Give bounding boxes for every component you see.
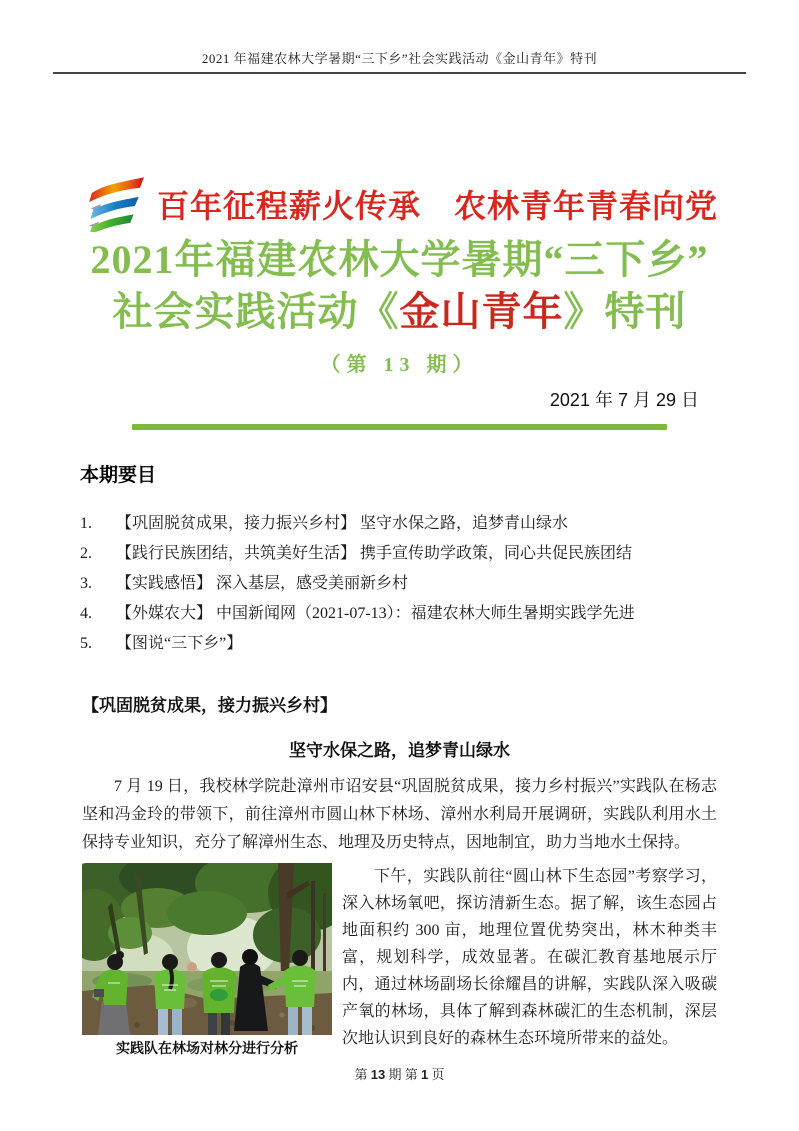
toc-item <box>80 599 719 629</box>
footer-text: 期 第 <box>385 1067 421 1082</box>
article-paragraph-2-block <box>82 859 717 1058</box>
masthead-divider-rule <box>132 424 667 430</box>
running-header <box>53 48 746 74</box>
photo-caption: 实践队在林场对林分进行分析 <box>116 1040 298 1056</box>
toc-item <box>80 539 719 569</box>
toc-item <box>80 569 719 599</box>
title-line2-suffix: 》特刊 <box>563 289 687 334</box>
toc-heading: 本期要目 <box>80 465 157 486</box>
footer-text: 页 <box>428 1067 445 1082</box>
toc-item-text: 【实践感悟】 深入基层，感受美丽新乡村 <box>116 575 409 592</box>
toc-item-text: 【践行民族团结，共筑美好生活】 携手宣传助学政策，同心共促民族团结 <box>116 545 633 562</box>
footer-text: 第 <box>354 1067 371 1082</box>
masthead-title-line1: 2021年福建农林大学暑期“三下乡” <box>90 237 709 282</box>
toc-item-text: 【外媒农大】 中国新闻网（2021-07-13）：福建农林大师生暑期实践学先进 <box>116 605 635 622</box>
article-section-title: 【巩固脱贫成果，接力振兴乡村】 <box>82 696 337 715</box>
slogan-text: 百年征程薪火传承 农林青年青春向党 <box>156 188 718 224</box>
footer-issue-number: 13 <box>370 1067 386 1082</box>
issue-number: （第 13 期） <box>320 354 479 376</box>
masthead <box>0 174 799 430</box>
toc-item-number: 5. <box>80 635 92 652</box>
practice-team-photo <box>82 863 332 1035</box>
article-section <box>82 691 717 1058</box>
masthead-title-line2 <box>0 286 799 338</box>
photo-figure <box>82 863 332 1058</box>
toc-item-number: 2. <box>80 545 92 562</box>
flag-ribbons-logo-icon <box>81 176 147 232</box>
footer-page-number: 1 <box>421 1067 429 1082</box>
table-of-contents <box>80 460 719 659</box>
toc-item-text: 【巩固脱贫成果，接力振兴乡村】 坚守水保之路，追梦青山绿水 <box>116 515 569 532</box>
toc-item-number: 3. <box>80 575 92 592</box>
title-line2-prefix: 社会实践活动《 <box>112 289 400 334</box>
toc-item-number: 4. <box>80 605 92 622</box>
title-line2-red: 金山青年 <box>399 289 564 334</box>
publication-date: 2021 年 7 月 29 日 <box>549 390 699 410</box>
toc-item <box>80 629 719 659</box>
article-paragraph-1: 7 月 19 日，我校林学院赴漳州市诏安县“巩固脱贫成果，接力乡村振兴”实践队在杨志坚和冯金玲的带领下，前往漳州市圆山林下林场、漳州水利局开展调研，实践队利用水土保持专业知识，充分了解漳州生态、地理及历史特点，因地制宜，助力当地水土保持。 <box>82 778 717 851</box>
toc-item <box>80 509 719 539</box>
page-footer <box>0 1064 799 1083</box>
article-paragraph-2: 下午，实践队前往“圆山林下生态园”考察学习，深入林场氧吧，探访清新生态。据了解，该生态园占地面积约 300 亩，地理位置优势突出，林木种类丰富，规划科学，成效显著。在碳汇教育基地展示厅内，通过林场副场长徐耀昌的讲解，实践队深入吸碳产氧的林场，具体了解到森林碳汇的生态机制，深层次地认识到良好的森林生态环境所带来的益处。 <box>342 868 717 1047</box>
running-header-text: 2021 年福建农林大学暑期“三下乡”社会实践活动《金山青年》特刊 <box>201 51 598 66</box>
slogan-row <box>0 174 799 234</box>
toc-item-text: 【图说“三下乡”】 <box>116 635 243 652</box>
toc-item-number: 1. <box>80 515 92 532</box>
article-subtitle: 坚守水保之路，追梦青山绿水 <box>289 741 510 760</box>
